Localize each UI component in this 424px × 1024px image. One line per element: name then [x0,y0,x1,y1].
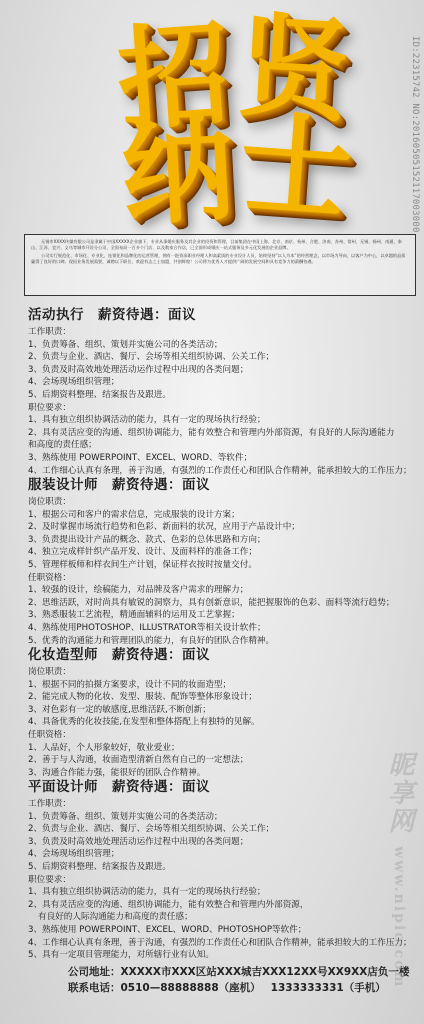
list-item: 2、思维活跃，对时尚具有敏锐的洞察力，具有创新意识，能把握服饰的色彩、面料等流行趋势； [28,597,395,608]
list-item: 2、善于与人沟通，妆面造型清新自然有自己的一定想法； [28,755,249,766]
list-item: 1、较强的设计，绘稿能力，对品牌及客户需求的理解力； [28,585,249,596]
group-label: 工作职责： [28,799,71,809]
intro-paragraph-1: 无锡市XXXX传媒有限公司是隶属于中国XXXXX企业旗下，专业从事婚庆服务及其企业的投资和管理，目前集团在中国上海、北京、南京、杭州、合肥、济南、苏州、常州、无锡、扬州、南通、泰山、江苏、宜兴、义乌等城市开设分公司、全国布局一百多个门店、以及数家合作店，已全面形成婚庆一站式服务及多元化发展的企业品牌。 [31,239,402,250]
list-item: 2、负责与企业、酒店、餐厅、会场等相关组织协调、公关工作； [28,824,275,835]
job-title [28,778,416,796]
hero-title [0,0,424,242]
list-item: 3、负责及时高效地处理活动运作过程中出现的各类问题； [28,364,249,375]
list-item: 4、工作细心认真有条理，善于沟通，有强烈的工作责任心和团队合作精神，能承担较大的工作压力； [28,465,412,476]
job-pay: 薪资待遇：面议 [112,647,210,663]
group-label: 岗位职责： [28,667,71,677]
job-title [28,646,416,664]
job-name: 活动执行 [28,307,84,323]
hero-char-3: 纳 [118,106,238,242]
group-label: 职位要求： [28,874,71,885]
list-item: 4、熟练使用PHOTOSHOP、ILLUSTRATOR等相关设计软件； [28,622,266,633]
group-label: 岗位职责： [28,497,71,507]
list-item: 3、负责及时高效地处理活动运作过程中出现的各类问题； [28,836,249,847]
job-name: 服装设计师 [28,477,98,493]
address-value: XXXXX市XXX区站XXX城吉XXX12XX号XX9XX店负一楼 [120,966,410,978]
list-item: 1、人品好，个人形象较好，敬业爱业； [28,742,180,753]
list-item: 3、熟练使用 POWERPOINT、EXCEL、WORD、等软件； [28,452,253,463]
group-label: 职位要求： [28,402,71,413]
job-section-activity [28,306,416,477]
list-item: 5、具有一定项目管理能力，对所辖行业有认知。 [28,950,214,961]
watermark-url: www.nipic.com [391,845,407,988]
group-label: 任职资格： [28,572,71,583]
watermark [381,751,418,988]
job-name: 化妆造型师 [28,647,98,663]
contact-footer [68,964,408,996]
company-intro-box [24,234,416,296]
job-section-makeup-artist [28,646,416,779]
list-item: 1、负责筹备、组织、策划并实施公司的各类活动； [28,811,223,822]
address-label: 公司地址： [68,966,121,978]
job-section-graphic-designer [28,778,416,962]
list-item: 5、后期资料整理、结案报告及跟进。 [28,861,171,872]
phone-label: 联系电话： [68,982,121,994]
list-item: 3、对色彩有一定的敏感度,思维活跃,不断创新； [28,704,211,715]
list-item: 4、具备优秀的化妆技能,在发型和整体搭配上有独特的见解。 [28,717,260,728]
phone-line [68,980,408,996]
job-pay: 薪资待遇：面议 [112,779,210,795]
address-line [68,964,408,980]
group-label: 工作职责： [28,327,71,337]
list-item: 2、负责与企业、酒店、餐厅、会场等相关组织协调、公关工作； [28,352,275,363]
group-label: 任职资格： [28,729,71,740]
list-item: 2、能完成人物的化妆、发型、服装、配饰等整体形象设计； [28,692,257,703]
list-item: 1、根据不同的拍摄方案要求，设计不同的妆面造型； [28,679,232,690]
job-name: 平面设计师 [28,779,98,795]
list-item: 1、具有独立组织协调活动的能力，具有一定的现场执行经验； [28,415,266,426]
phone-mobile: 1333333331（手机） [270,982,386,994]
list-item: 4、独立完成样针织产品开发、设计、及面料样的准备工作； [28,547,257,558]
intro-paragraph-2: 公司实行规范化、市场化、专业化、连锁化和品牌化的运营管理，拥有一批资深职业经理人和高素质的专业设计人员，始终坚持“以人为本”的经营理念，以市场为导向，以客户为中心，以卓越的品质赢得了良好的口碑。现因业务发展需要，诚聘以下职位，欢迎有志之士加盟，共创辉煌！公司将为优秀人才提供广阔的发展空间和具有竞争力的薪酬待遇。 [31,253,406,264]
list-item: 1、具有独立组织协调活动的能力，具有一定的现场执行经验； [28,887,266,898]
list-item: 4、会场现场组织管理； [28,849,120,860]
list-item: 5、后期资料整理、结案报告及跟进。 [28,389,171,400]
phone-landline: 0510—88888888（座机） [120,982,261,994]
list-item: 2、具有灵活应变的沟通、组织协调能力，能有效整合和管理内外部资源，有良好的人际沟通能力 [28,427,395,438]
list-item: 3、熟练使用 POWERPOINT、EXCEL、WORD、PHOTOSHOP等软件； [28,924,307,935]
list-item: 3、沟通合作能力强，能很好的团队合作精神。 [28,767,206,778]
job-section-fashion-designer [28,476,416,647]
hero-char-4: 士 [235,99,357,237]
job-pay: 薪资待遇：面议 [112,477,210,493]
list-item: 和高度的责任感； [28,440,97,451]
list-item: 5、管理样板师和样衣间生产计划，保证样衣按时按量交付。 [28,559,257,570]
hero-char-2: 贤 [234,2,354,138]
list-item: 3、熟悉服装工艺流程，精通面辅料的运用及工艺掌握； [28,610,240,621]
list-item: 1、负责筹备、组织、策划并实施公司的各类活动； [28,339,223,350]
image-id-label: ID:22315742 NO:20160505152117003000 [410,36,420,233]
job-title [28,476,416,494]
list-item: 2、具有灵活应变的沟通、组织协调能力，能有效整合和管理内外部资源， [28,899,309,910]
hero-char-1: 招 [113,9,235,147]
list-item: 4、会场现场组织管理； [28,377,120,388]
list-item: 1、根据公司和客户的需求信息，完成服装的设计方案； [28,509,240,520]
list-item: 2、及时掌握市场流行趋势和色彩、新面料的状况，应用于产品设计中； [28,522,300,533]
list-item: 有良好的人际沟通能力和高度的责任感； [38,912,193,923]
list-item: 4、工作细心认真有条理，善于沟通，有强烈的工作责任心和团队合作精神，能承担较大的工作压力； [28,937,412,948]
list-item: 5、优秀的沟通能力和管理团队的能力，有良好的团队合作精神。 [28,635,275,646]
list-item: 3、负责提出设计产品的概念、款式、色彩的总体思路和方向； [28,534,266,545]
watermark-main: 昵享网 [384,750,414,835]
job-title [28,306,416,324]
job-pay: 薪资待遇：面议 [98,307,196,323]
